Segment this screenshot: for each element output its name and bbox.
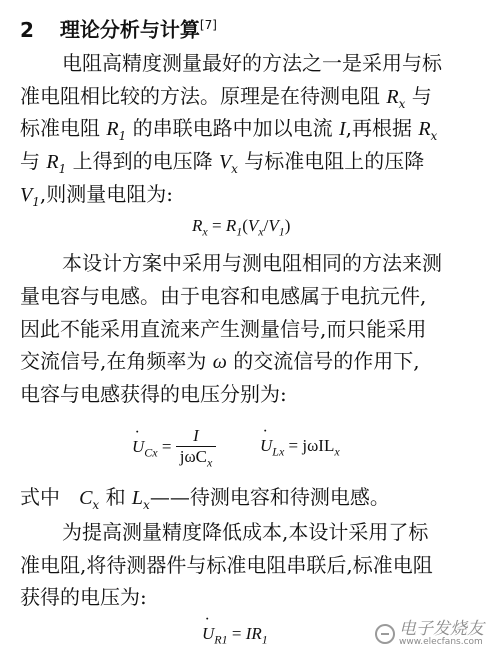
- where-clause: 式中 $C_x$ 和 $L_x——$待测电容和待测电感。: [20, 485, 390, 512]
- paragraph-1-line-1: 电阻高精度测量最好的方法之一是采用与标: [62, 51, 442, 75]
- paragraph-2-line-5: 电容与电感获得的电压分别为:: [20, 382, 287, 406]
- paragraph-2-line-1: 本设计方案中采用与测电阻相同的方法来测: [62, 251, 442, 275]
- watermark-url: www.elecfans.com: [399, 637, 483, 647]
- equation-resistance: $R_x = R_1(V_x/V_1)$: [192, 216, 291, 239]
- elecfans-logo-icon: [375, 624, 395, 644]
- equation-inductor-voltage: · $U_{Lx} = j\omega IL_x$: [260, 436, 340, 459]
- paragraph-3-line-1: 为提高测量精度降低成本,本设计采用了标: [62, 520, 429, 544]
- paragraph-2-line-2: 量电容与电感。由于电容和电感属于电抗元件,: [20, 284, 427, 308]
- equation-capacitor-voltage: · $U_{Cx}$ = $\frac{I}{j\omega C_x}$: [132, 426, 216, 470]
- paragraph-2-line-4: 交流信号,在角频率为 ω 的交流信号的作用下,: [20, 349, 420, 373]
- equation-reference-voltage: · $U_{R1} = IR_1$: [202, 624, 268, 647]
- watermark: [375, 621, 484, 647]
- section-number: 2: [20, 17, 34, 42]
- section-title: 理论分析与计算: [59, 17, 200, 42]
- paragraph-3-line-3: 获得的电压为:: [20, 585, 147, 609]
- paragraph-1-line-5: $V_1$,则测量电阻为:: [20, 182, 173, 209]
- paragraph-1-line-2: 准电阻相比较的方法。原理是在待测电阻 $R_x$ 与: [20, 84, 432, 111]
- paragraph-1-line-3: 标准电阻 $R_1$ 的串联电路中加以电流 I,再根据 $R_x$: [20, 116, 438, 143]
- paragraph-3-line-2: 准电阻,将待测器件与标准电阻串联后,标准电阻: [20, 553, 433, 577]
- citation-ref: [7]: [199, 18, 217, 32]
- paragraph-1-line-4: 与 $R_1$ 上得到的电压降 $V_x$ 与标准电阻上的压降: [20, 149, 425, 176]
- watermark-name: 电子发烧友: [399, 619, 484, 639]
- paragraph-2-line-3: 因此不能采用直流来产生测量信号,而只能采用: [20, 317, 427, 341]
- section-heading: [20, 12, 217, 43]
